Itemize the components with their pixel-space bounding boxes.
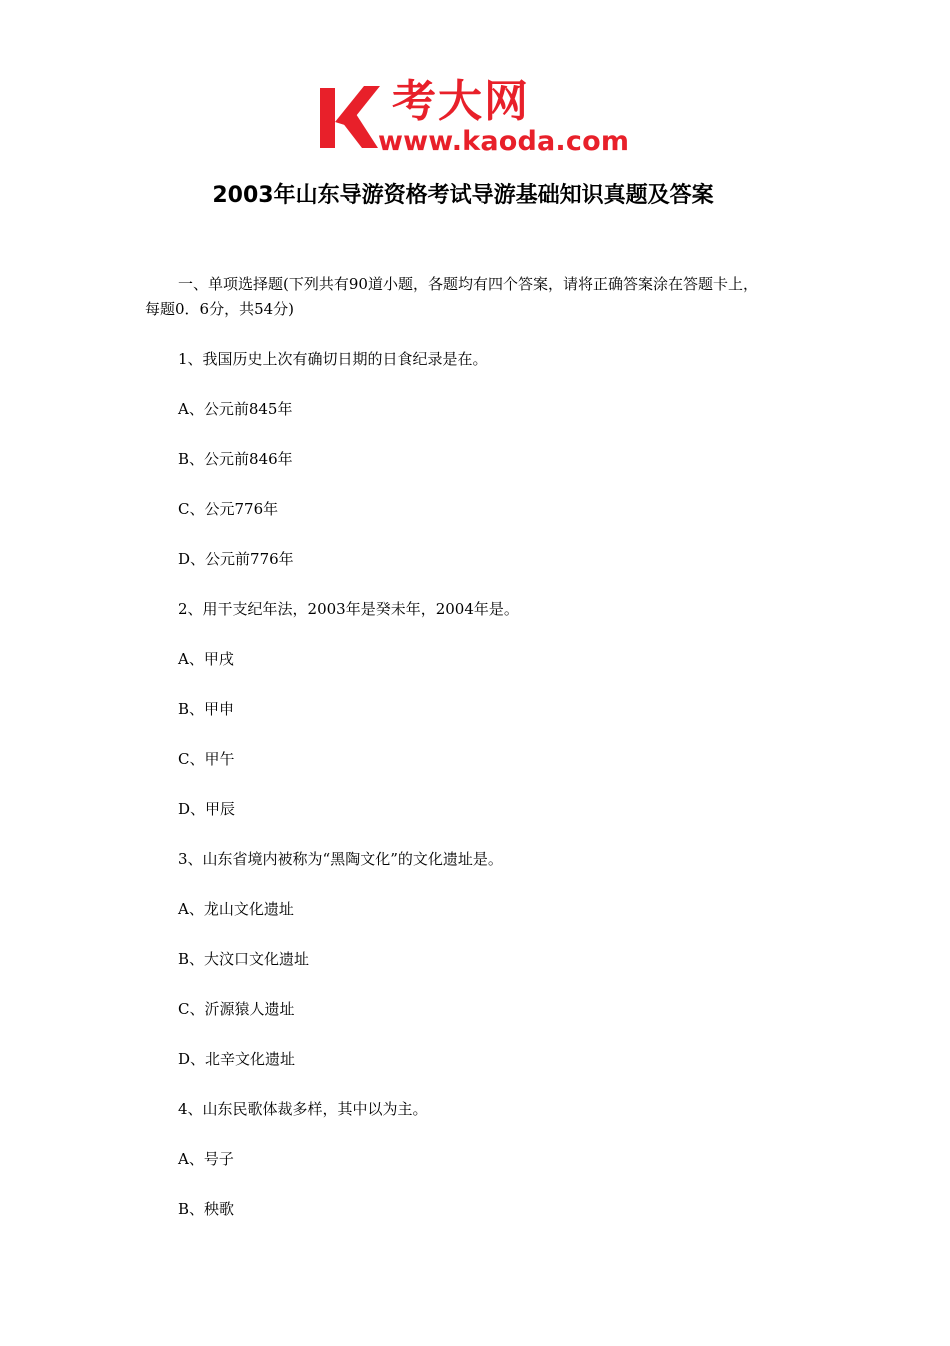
question-3-option-c: C、沂源猿人遗址 xyxy=(178,1000,295,1018)
question-2-option-d: D、甲辰 xyxy=(178,800,236,818)
question-4-option-a: A、号子 xyxy=(178,1150,234,1168)
question-1: 1、我国历史上次有确切日期的日食纪录是在。 xyxy=(178,350,488,368)
question-4: 4、山东民歌体裁多样，其中以为主。 xyxy=(178,1100,428,1118)
question-3-option-a: A、龙山文化遗址 xyxy=(178,900,294,918)
page-title: 2003年山东导游资格考试导游基础知识真题及答案 xyxy=(212,183,714,208)
question-2-option-b: B、甲申 xyxy=(178,700,235,718)
section-intro-line-1: 一、单项选择题(下列共有90道小题，各题均有四个答案，请将正确答案涂在答题卡上， xyxy=(178,275,758,293)
logo-brand-url: www.kaoda.com xyxy=(378,126,630,157)
question-2-option-c: C、甲午 xyxy=(178,750,235,768)
question-1-option-a: A、公元前845年 xyxy=(178,400,293,418)
kaoda-logo[interactable] xyxy=(318,78,640,162)
question-4-option-b: B、秧歌 xyxy=(178,1200,235,1218)
question-2: 2、用干支纪年法，2003年是癸未年，2004年是。 xyxy=(178,600,519,618)
question-3-option-b: B、大汶口文化遗址 xyxy=(178,950,310,968)
question-2-option-a: A、甲戌 xyxy=(178,650,234,668)
question-3: 3、山东省境内被称为“黑陶文化”的文化遗址是。 xyxy=(178,850,503,868)
question-3-option-d: D、北辛文化遗址 xyxy=(178,1050,296,1068)
section-intro-line-2: 每题0．6分，共54分) xyxy=(145,300,295,318)
question-1-option-c: C、公元776年 xyxy=(178,500,279,518)
logo-brand-name: 考大网 xyxy=(392,76,530,127)
question-1-option-d: D、公元前776年 xyxy=(178,550,294,568)
question-1-option-b: B、公元前846年 xyxy=(178,450,293,468)
